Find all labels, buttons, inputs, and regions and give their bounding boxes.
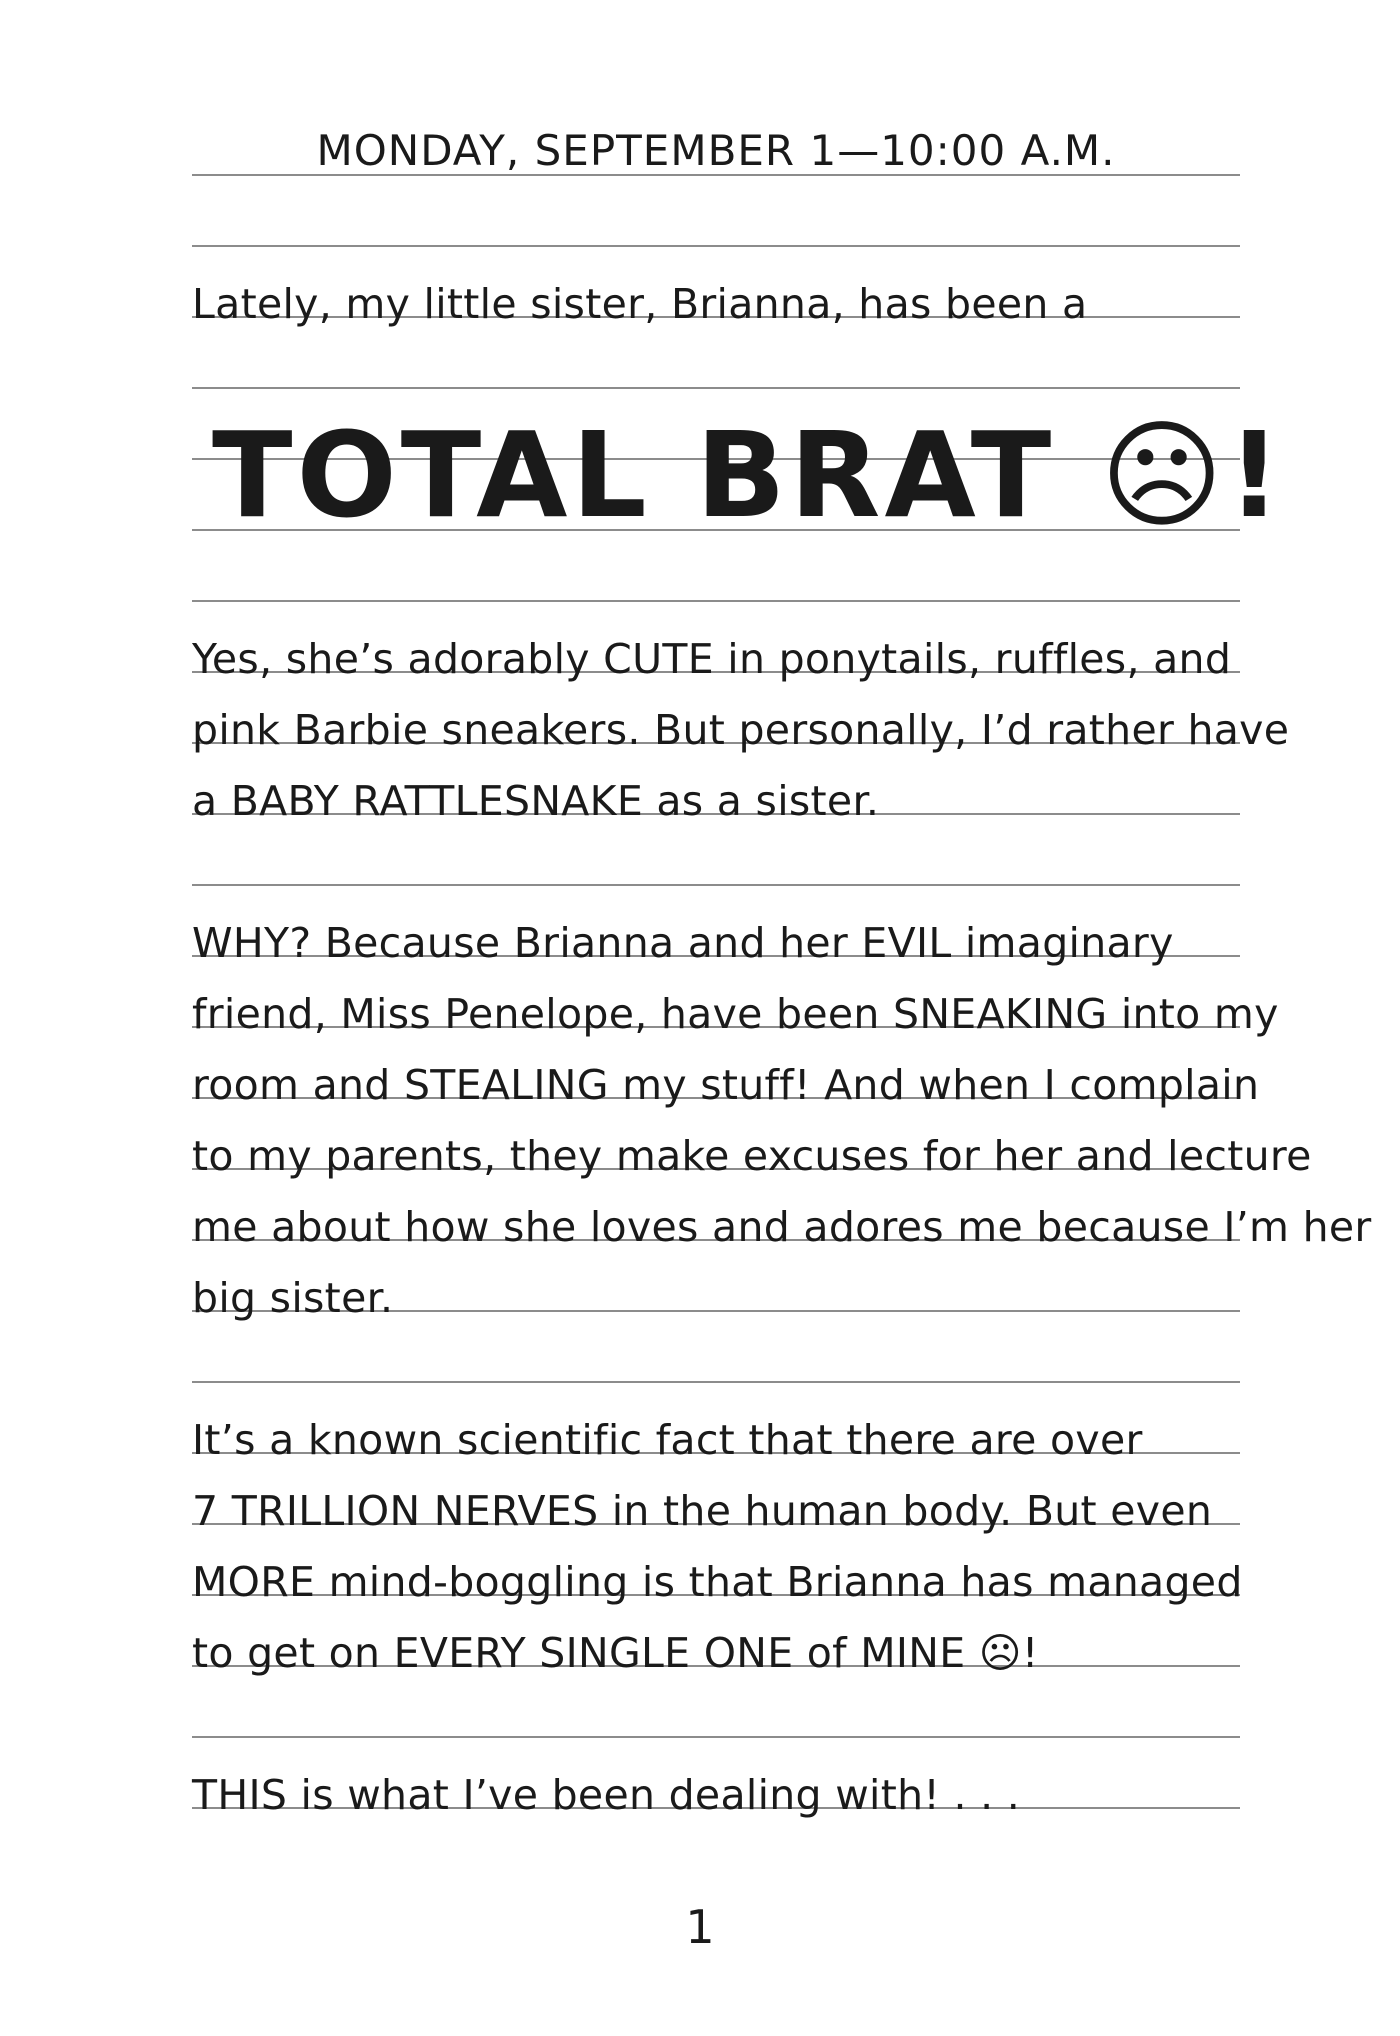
ruled-line (192, 884, 1240, 886)
ruled-line (192, 245, 1240, 247)
total-brat-heading: TOTAL BRAT ☹! (212, 406, 1286, 544)
intro-line: Lately, my little sister, Brianna, has been a (192, 280, 1088, 328)
paragraph-2-line: me about how she loves and adores me because I’m her (192, 1203, 1372, 1251)
ruled-line (192, 1736, 1240, 1738)
paragraph-3-line: to get on EVERY SINGLE ONE of MINE ☹! (192, 1629, 1039, 1677)
paragraph-3-line: MORE mind-boggling is that Brianna has managed (192, 1558, 1243, 1606)
ruled-line (192, 1381, 1240, 1383)
paragraph-2-line: big sister. (192, 1274, 394, 1322)
closing-line: THIS is what I’ve been dealing with! . . . (192, 1771, 1021, 1819)
diary-date-heading: MONDAY, SEPTEMBER 1—10:00 A.M. (316, 126, 1116, 175)
paragraph-2-line: to my parents, they make excuses for her and lecture (192, 1132, 1312, 1180)
paragraph-1-line: Yes, she’s adorably CUTE in ponytails, ruffles, and (192, 635, 1232, 683)
page-number: 1 (685, 1900, 715, 1954)
ruled-line (192, 600, 1240, 602)
paragraph-2-line: WHY? Because Brianna and her EVIL imaginary (192, 919, 1174, 967)
paragraph-2-line: room and STEALING my stuff! And when I complain (192, 1061, 1260, 1109)
paragraph-1-line: pink Barbie sneakers. But personally, I’d rather have (192, 706, 1290, 754)
ruled-line (192, 387, 1240, 389)
paragraph-3-line: It’s a known scientific fact that there are over (192, 1416, 1143, 1464)
paragraph-1-line: a BABY RATTLESNAKE as a sister. (192, 777, 880, 825)
paragraph-2-line: friend, Miss Penelope, have been SNEAKING into my (192, 990, 1279, 1038)
paragraph-3-line: 7 TRILLION NERVES in the human body. But even (192, 1487, 1213, 1535)
